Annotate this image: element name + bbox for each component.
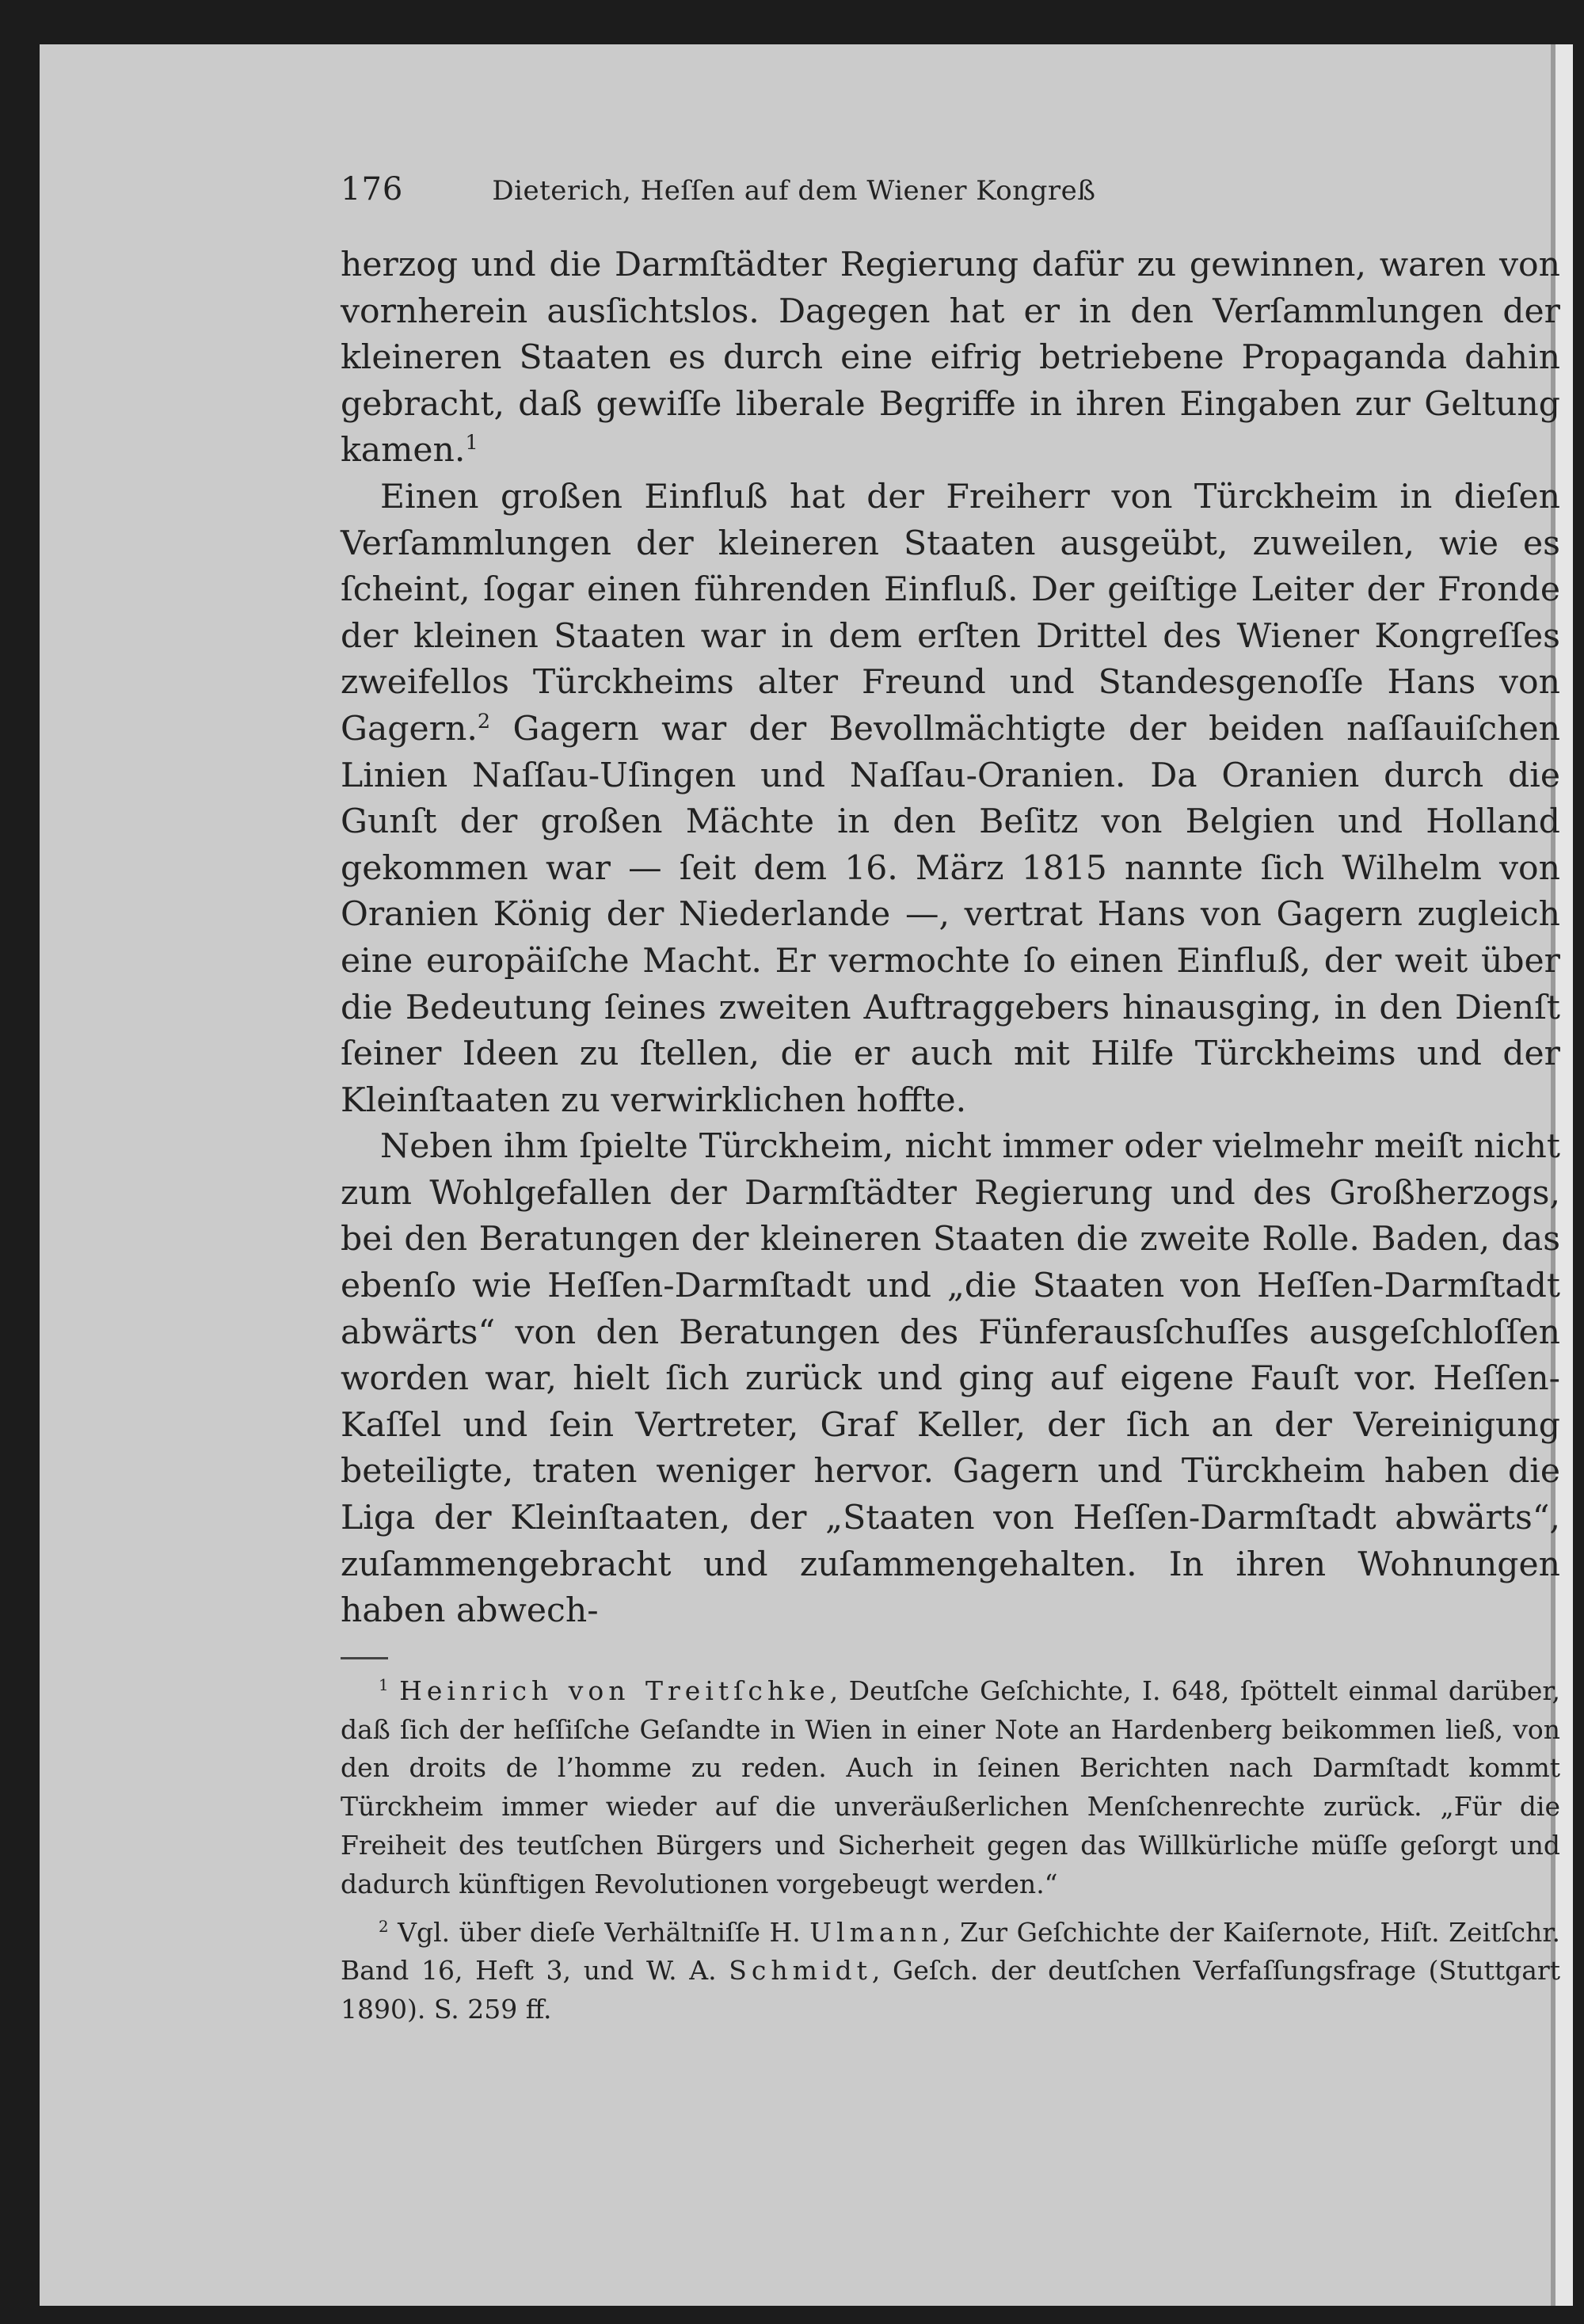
footnote-ref-2: 2 bbox=[477, 709, 491, 733]
footnote-1-text: , Deutſche Geſchichte, I. 648, ſpöttelt einmal darüber, daß ſich der heſſiſche Geſandte in Wien in einer Note an Hardenberg beikommen ließ, von den droits de l’homme zu reden. Auch in ſeinen Berichten nach Darmſtadt kommt Türckheim immer wieder auf die unveräußerlichen Menſchenrechte zurück. „Für die Freiheit des teutſchen Bürgers und Sicherheit gegen das Willkürliche müſſe geſorgt und dadurch künftigen Revolutionen vorgebeugt werden.“ bbox=[341, 1674, 1560, 1899]
paragraph-2-text: Einen großen Einfluß hat der Freiherr von Türckheim in dieſen Verſammlungen der kleineren Staaten ausgeübt, zuweilen, wie es ſcheint, ſogar einen führenden Einfluß. Der geiſtige Leiter der Fronde der kleinen Staaten war in dem erſten Drittel des Wiener Kongreſſes zweifellos Türckheims alter Freund und Standesgenoſſe Hans von Gagern. bbox=[341, 477, 1560, 749]
paragraph-3 bbox=[341, 1124, 1560, 1635]
footnote-2-mid: , Zur Geſchichte der Kaiſernote, Hiſt. Zeitſchr. Band 16, Heft 3, und W. A. bbox=[341, 1916, 1560, 1987]
book-page bbox=[40, 44, 1573, 2306]
running-header bbox=[341, 171, 1560, 227]
page-number: 176 bbox=[341, 171, 404, 208]
footnote-1-marker: 1 bbox=[379, 1675, 389, 1694]
running-title: Dieterich, Heſſen auf dem Wiener Kongreß bbox=[492, 175, 1096, 207]
footnote-2-marker: 2 bbox=[379, 1917, 389, 1936]
footnote-2-pre: Vgl. über dieſe Verhältniſſe H. bbox=[398, 1916, 810, 1948]
page-content bbox=[341, 171, 1560, 2029]
footnote-1 bbox=[341, 1672, 1560, 1904]
footnote-2-post: , Geſch. der deutſchen Verfaſſungsfrage (Stuttgart 1890). S. 259 ff. bbox=[341, 1955, 1560, 2025]
footnote-ref-1: 1 bbox=[465, 431, 478, 455]
footnote-1-author: Heinrich von Treitſchke bbox=[399, 1674, 830, 1706]
footnote-divider bbox=[341, 1657, 388, 1659]
footnote-2-author-2: Schmidt bbox=[729, 1955, 872, 1987]
footnote-2 bbox=[341, 1914, 1560, 2029]
paragraph-2-continuation: Gagern war der Bevollmächtigte der beiden naſſauiſchen Linien Naſſau-Uſingen und Naſſau-Oranien. Da Oranien durch die Gunſt der großen Mächte in den Beſitz von Belgien und Holland gekommen war — ſeit dem 16. März 1815 nannte ſich Wilhelm von Oranien König der Niederlande —, vertrat Hans von Gagern zugleich eine europäiſche Macht. Er vermochte ſo einen Einfluß, der weit über die Bedeutung ſeines zweiten Auftraggebers hinausging, in den Dienſt ſeiner Ideen zu ſtellen, die er auch mit Hilfe Türckheims und der Kleinſtaaten zu verwirklichen hoffte. bbox=[341, 709, 1560, 1120]
footnote-2-author-1: Ulmann bbox=[809, 1916, 943, 1948]
footnotes bbox=[341, 1672, 1560, 2029]
body-text bbox=[341, 242, 1560, 1635]
paragraph-2 bbox=[341, 474, 1560, 1124]
paragraph-1-text: herzog und die Darmſtädter Regierung dafür zu gewinnen, waren von vornherein ausſichtslos. Dagegen hat er in den Verſammlungen der kleineren Staaten es durch eine eifrig betriebene Propaganda dahin gebracht, daß gewiſſe liberale Begriffe in ihren Eingaben zur Geltung kamen. bbox=[341, 246, 1560, 471]
paragraph-3-text: Neben ihm ſpielte Türckheim, nicht immer oder vielmehr meiſt nicht zum Wohlgefallen der Darmſtädter Regierung und des Großherzogs, bei den Beratungen der kleineren Staaten die zweite Rolle. Baden, das ebenſo wie Heſſen-Darmſtadt und „die Staaten von Heſſen-Darmſtadt abwärts“ von den Beratungen des Fünferausſchuſſes ausgeſchloſſen worden war, hielt ſich zurück und ging auf eigene Fauſt vor. Heſſen-Kaſſel und ſein Vertreter, Graf Keller, der ſich an der Vereinigung beteiligte, traten weniger hervor. Gagern und Türckheim haben die Liga der Kleinſtaaten, der „Staaten von Heſſen-Darmſtadt abwärts“, zuſammengebracht und zuſammengehalten. In ihren Wohnungen haben abwech- bbox=[341, 1127, 1560, 1631]
paragraph-1 bbox=[341, 242, 1560, 474]
